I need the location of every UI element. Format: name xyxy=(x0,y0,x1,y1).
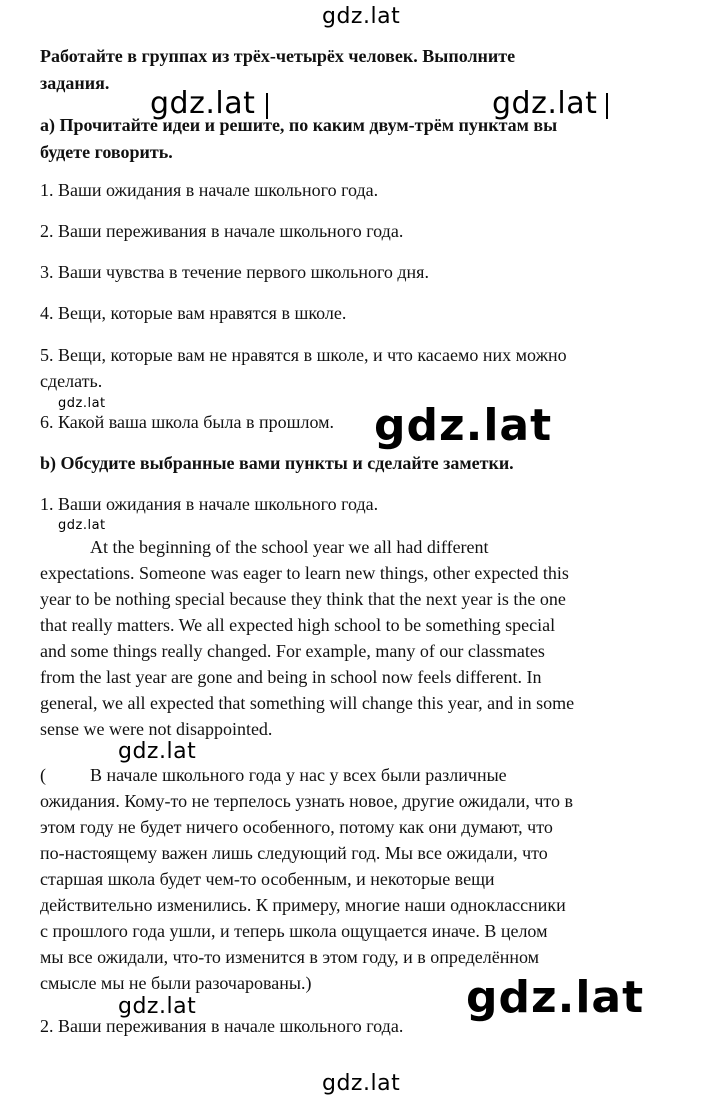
list-item-2: 2. Ваши переживания в начале школьного года. xyxy=(40,221,404,241)
list-item-5: 5. Вещи, которые вам не нравятся в школе, и что касаемо них можно xyxy=(40,345,567,365)
russian-line-9: смысле мы не были разочарованы.) xyxy=(40,973,312,993)
watermark-mid-1: gdz.lat xyxy=(118,739,197,764)
list-item-6: 6. Какой ваша школа была в прошлом. xyxy=(40,412,334,432)
watermark-top: gdz.lat xyxy=(322,4,401,29)
russian-open-paren: ( xyxy=(40,765,46,785)
english-line-1: At the beginning of the school year we all had different xyxy=(90,537,489,557)
list-item-3: 3. Ваши чувства в течение первого школьного дня. xyxy=(40,262,429,282)
list-item-1: 1. Ваши ожидания в начале школьного года. xyxy=(40,180,379,200)
watermark-small-2: gdz.lat xyxy=(58,518,106,533)
watermark-large-2: gdz.lat xyxy=(466,972,645,1023)
russian-line-3: этом году не будет ничего особенного, потому как они думают, что xyxy=(40,817,553,837)
russian-line-6: действительно изменились. К примеру, многие наши одноклассники xyxy=(40,895,566,915)
watermark-left: gdz.lat xyxy=(150,86,256,121)
watermark-right: gdz.lat xyxy=(492,86,598,121)
russian-line-5: старшая школа будет чем-то особенным, и некоторые вещи xyxy=(40,869,495,889)
next-heading: 2. Ваши переживания в начале школьного года. xyxy=(40,1016,404,1036)
russian-line-7: с прошлого года ушли, и теперь школа ощущается иначе. В целом xyxy=(40,921,548,941)
english-line-2: expectations. Someone was eager to learn new things, other expected this xyxy=(40,563,569,583)
task-a-line-1: а) Прочитайте идеи и решите, по каким двум-трём пунктам вы xyxy=(40,115,558,135)
english-line-8: sense we were not disappointed. xyxy=(40,719,273,739)
watermark-cursor-right xyxy=(606,93,608,119)
english-line-6: from the last year are gone and being in school now feels different. In xyxy=(40,667,542,687)
watermark-bottom: gdz.lat xyxy=(322,1071,401,1096)
english-line-3: year to be nothing special because they think that the next year is the one xyxy=(40,589,566,609)
english-line-5: and some things really changed. For example, many of our classmates xyxy=(40,641,545,661)
russian-line-2: ожидания. Кому-то не терпелось узнать новое, другие ожидали, что в xyxy=(40,791,574,811)
english-line-4: that really matters. We all expected high school to be something special xyxy=(40,615,556,635)
title-line-1: Работайте в группах из трёх-четырёх человек. Выполните xyxy=(40,46,516,66)
answer-heading: 1. Ваши ожидания в начале школьного года. xyxy=(40,494,379,514)
title-line-2: задания. xyxy=(40,73,110,93)
task-a-line-2: будете говорить. xyxy=(40,142,173,162)
english-line-7: general, we all expected that something will change this year, and in some xyxy=(40,693,575,713)
russian-line-1: В начале школьного года у нас у всех были различные xyxy=(90,765,507,785)
watermark-large-1: gdz.lat xyxy=(374,400,553,451)
watermark-mid-2: gdz.lat xyxy=(118,994,197,1019)
task-b: b) Обсудите выбранные вами пункты и сделайте заметки. xyxy=(40,453,514,473)
russian-line-4: по-настоящему важен лишь следующий год. Мы все ожидали, что xyxy=(40,843,548,863)
list-item-5-cont: сделать. xyxy=(40,371,103,391)
list-item-4: 4. Вещи, которые вам нравятся в школе. xyxy=(40,303,347,323)
russian-line-8: мы все ожидали, что-то изменится в этом году, и в определённом xyxy=(40,947,540,967)
watermark-small-1: gdz.lat xyxy=(58,396,106,411)
